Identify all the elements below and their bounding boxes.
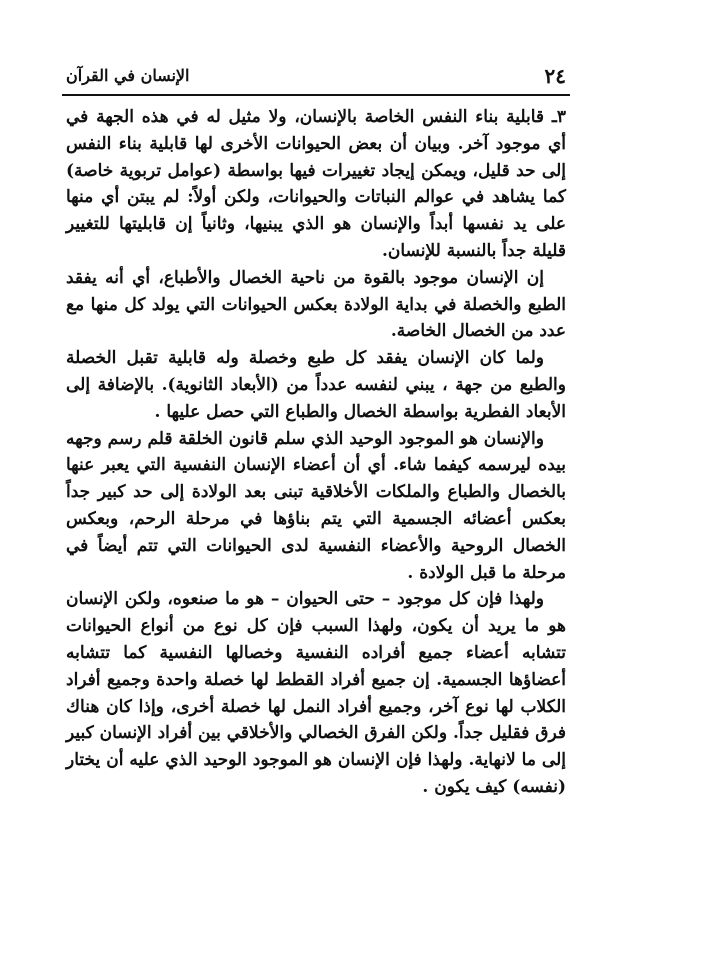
paragraph-4: والإنسان هو الموجود الوحيد الذي سلم قانون الخلقة قلم رسم وجهه بيده ليرسمه كيفما شاء. أي أن أعضاء الإنسان النفسية التي يعبر عنها بالخصال والطباع والملكات الأخلاقية تبنى بعد الولادة إلى حد كبير جداً بعكس أعضائه الجسمية التي يتم بناؤها في مرحلة الرحم، وبعكس الخصال الروحية والأعضاء النفسية لدى الحيوانات التي تتم أيضاً في مرحلة ما قبل الولادة .: [66, 428, 566, 583]
header-rule: [62, 94, 570, 96]
page-header: [62, 62, 570, 96]
paragraph-2: إن الإنسان موجود بالقوة من ناحية الخصال والأطباع، أي أنه يفقد الطبع والخصلة في بداية الولادة بعكس الحيوانات التي يولد كل منها مع عدد من الخصال الخاصة.: [66, 267, 566, 342]
paragraph-3: ولما كان الإنسان يفقد كل طبع وخصلة وله قابلية تقبل الخصلة والطبع من جهة ، يبني لنفسه عدداً من (الأبعاد الثانوية). بالإضافة إلى الأبعاد الفطرية بواسطة الخصال والطباع التي حصل عليها .: [66, 348, 566, 422]
paragraph-5: ولهذا فإن كل موجود – حتى الحيوان – هو ما صنعوه، ولكن الإنسان هو ما يريد أن يكون، ولهذا السبب فإن كل نوع من أنواع الحيوانات تتشابه أعضاء جميع أفراده النفسية وخصالها النفسية كما تتشابه أعضاؤها الجسمية. إن جميع أفراد القطط لها خصلة واحدة وجميع أفراد الكلاب لها نوع آخر، وجميع أفراد النمل لها خصلة أخرى، وإذا كان هناك فرق فقليل جداً. ولكن الفرق الخصالي والأخلاقي بين أفراد الإنسان كبير إلى ما لانهاية. ولهذا فإن الإنسان هو الموجود الوحيد الذي عليه أن يختار (نفسه) كيف يكون .: [66, 589, 566, 797]
paragraph-1: ٣ـ قابلية بناء النفس الخاصة بالإنسان، ولا مثيل له في هذه الجهة في أي موجود آخر. وبيان أن بعض الحيوانات الأخرى لها قابلية بناء النفس إلى حد قليل، ويمكن إيجاد تغييرات فيها بواسطة (عوامل تربوية خاصة) كما يشاهد في عوالم النباتات والحيوانات، ولكن أولاً: لم يبتن أي منها على يد نفسها أبداً والإنسان هو الذي يبنيها، وثانياً إن قابليتها للتغيير قليلة جداً بالنسبة للإنسان.: [66, 107, 566, 261]
body-text: [66, 104, 566, 801]
running-title: الإنسان في القرآن: [66, 66, 190, 85]
page-number: ٢٤: [544, 64, 566, 88]
